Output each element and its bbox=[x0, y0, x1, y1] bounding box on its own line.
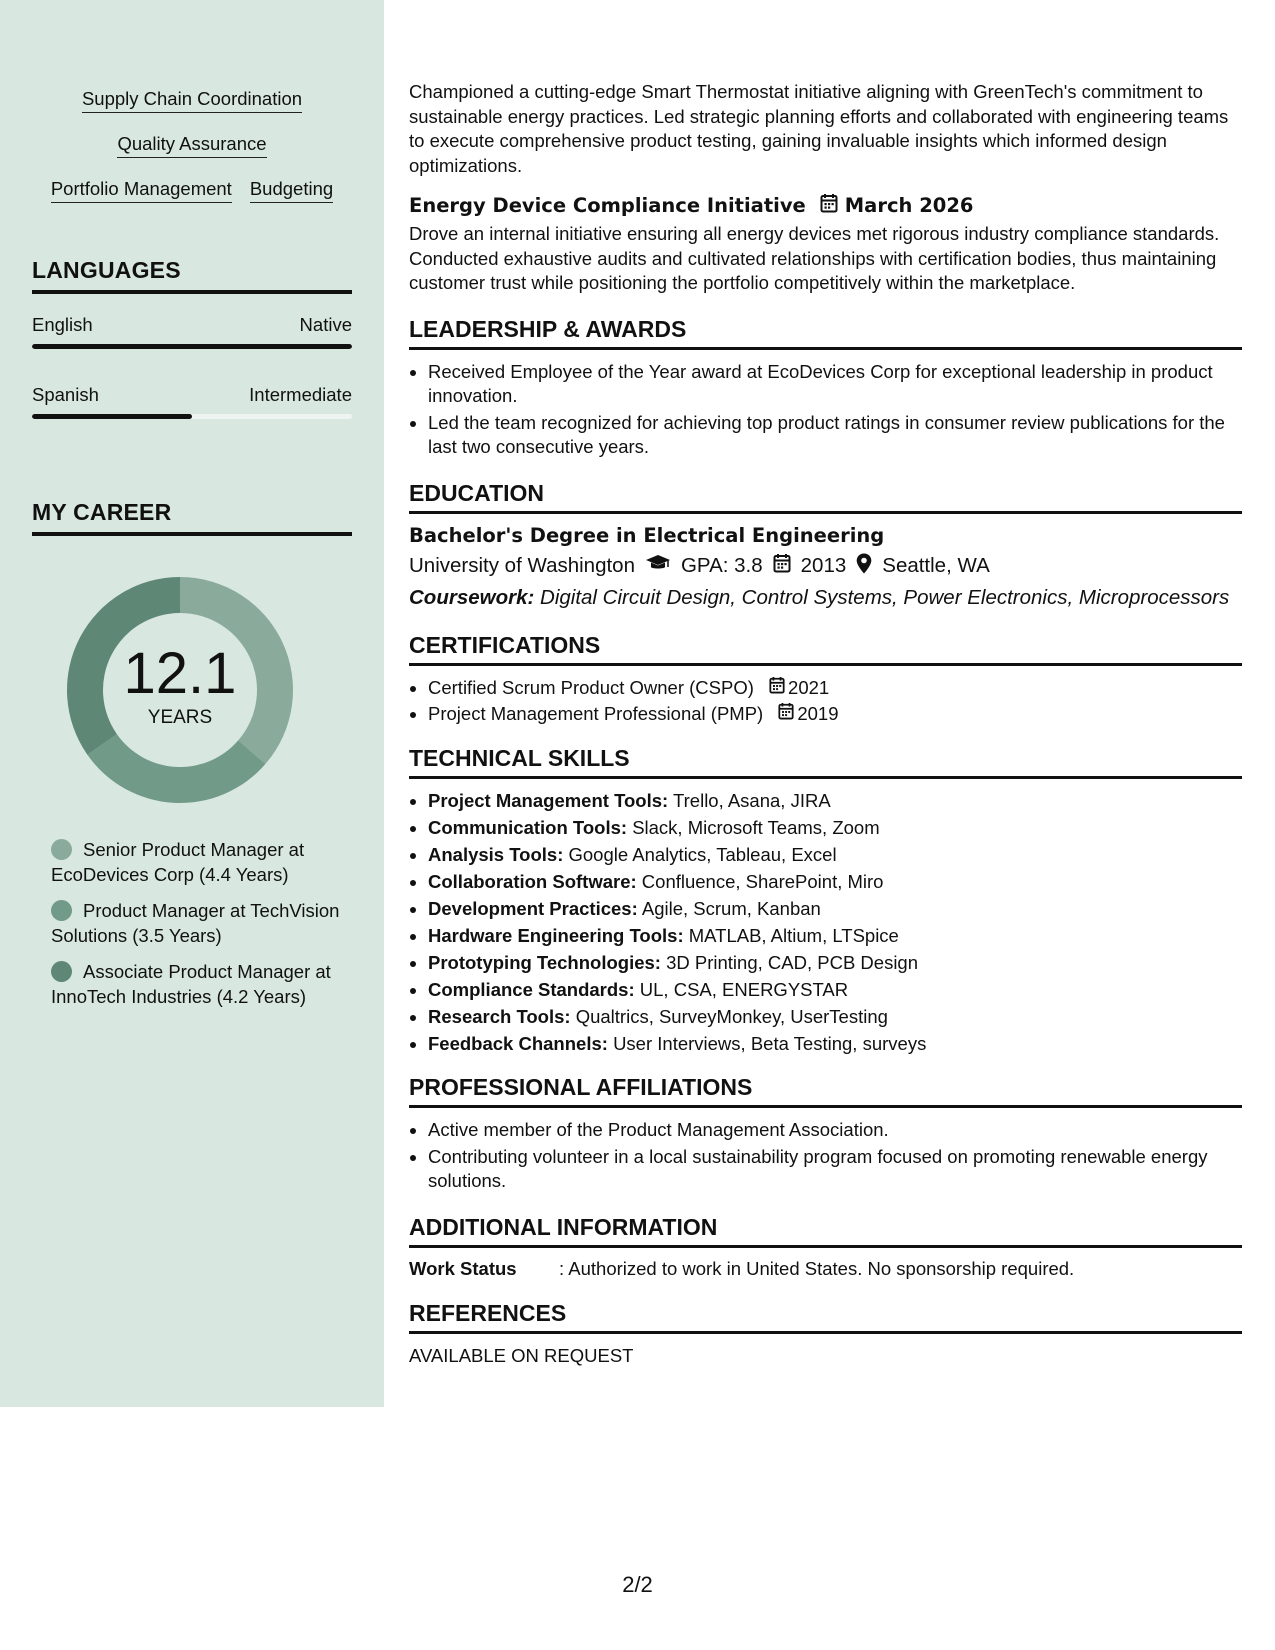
list-item bbox=[428, 843, 1242, 868]
skill-label: Hardware Engineering Tools: bbox=[428, 924, 684, 946]
list-item bbox=[428, 816, 1242, 841]
degree: Bachelor's Degree in Electrical Engineering bbox=[409, 523, 885, 547]
skill-value: Trello, Asana, JIRA bbox=[673, 789, 831, 811]
list-item bbox=[428, 1032, 1242, 1057]
certifications-heading: CERTIFICATIONS bbox=[409, 632, 1242, 666]
cert-year: 2019 bbox=[797, 703, 839, 724]
cert-name: Certified Scrum Product Owner (CSPO) bbox=[428, 676, 754, 698]
affiliations-heading: PROFESSIONAL AFFILIATIONS bbox=[409, 1074, 1242, 1108]
skill-value: Agile, Scrum, Kanban bbox=[641, 897, 821, 919]
skill-tag: Budgeting bbox=[250, 178, 333, 203]
list-item bbox=[428, 924, 1242, 949]
skill-value: UL, CSA, ENERGYSTAR bbox=[639, 978, 849, 1000]
list-item: • Contributing volunteer in a local sustainability program focused on promoting renewable energy solutions. bbox=[428, 1145, 1242, 1194]
main-content bbox=[409, 80, 1242, 1368]
education-meta bbox=[409, 553, 1242, 580]
skill-tag: Quality Assurance bbox=[117, 133, 266, 158]
page-number: 2/2 bbox=[622, 1572, 653, 1597]
gpa: GPA: 3.8 bbox=[680, 554, 763, 577]
cert-date bbox=[769, 676, 829, 701]
skill-value: Slack, Microsoft Teams, Zoom bbox=[632, 816, 880, 838]
list-item bbox=[428, 897, 1242, 922]
skill-label: Prototyping Technologies: bbox=[428, 951, 661, 973]
list-item: • Active member of the Product Management Association. bbox=[428, 1118, 1242, 1143]
career-dot bbox=[51, 839, 72, 860]
skill-value: User Interviews, Beta Testing, surveys bbox=[613, 1032, 927, 1054]
skill-tag: Supply Chain Coordination bbox=[82, 88, 302, 113]
language-name: English bbox=[32, 314, 93, 335]
list-item bbox=[428, 702, 1242, 727]
career-total-unit: YEARS bbox=[147, 707, 213, 728]
affiliations-list bbox=[409, 1118, 1242, 1194]
list-item bbox=[428, 676, 1242, 701]
skill-row bbox=[0, 88, 384, 113]
list-item bbox=[428, 870, 1242, 895]
references-value: AVAILABLE ON REQUEST bbox=[409, 1344, 634, 1366]
calendar-icon bbox=[769, 676, 785, 701]
career-dot bbox=[51, 961, 72, 982]
language-bar bbox=[32, 414, 352, 419]
list-item: • Received Employee of the Year award at EcoDevices Corp for exceptional leadership in product innovation. bbox=[428, 360, 1242, 409]
skill-label: Development Practices: bbox=[428, 897, 638, 919]
school: University of Washington bbox=[409, 554, 635, 577]
list-item bbox=[428, 978, 1242, 1003]
work-status-label: Work Status bbox=[409, 1257, 517, 1279]
education-heading: EDUCATION bbox=[409, 480, 1242, 514]
skill-value: Confluence, SharePoint, Miro bbox=[641, 870, 884, 892]
skill-value: 3D Printing, CAD, PCB Design bbox=[666, 951, 919, 973]
coursework-label: Coursework: bbox=[409, 585, 535, 609]
cert-name: Project Management Professional (PMP) bbox=[428, 703, 764, 724]
skill-label: Project Management Tools: bbox=[428, 789, 669, 811]
career-donut bbox=[65, 575, 295, 805]
references-heading: REFERENCES bbox=[409, 1300, 1242, 1334]
languages-heading: LANGUAGES bbox=[32, 257, 352, 294]
language-row bbox=[32, 384, 352, 406]
list-item bbox=[428, 951, 1242, 976]
project-description: Drove an internal initiative ensuring all energy devices met rigorous industry compliance standards. Conducted exhaustive audits and cultivated relationships with certification bodies, thus maintaining customer trust while positioning the portfolio competitively within the marketplace. bbox=[409, 223, 1220, 293]
career-item-text: Associate Product Manager at InnoTech Industries (4.2 Years) bbox=[51, 961, 331, 1007]
language-level: Native bbox=[299, 314, 352, 335]
language-level: Intermediate bbox=[249, 384, 352, 405]
location: Seattle, WA bbox=[882, 554, 990, 577]
graduation-cap-icon bbox=[645, 554, 671, 578]
language-bar-fill bbox=[32, 344, 352, 349]
map-pin-icon bbox=[856, 553, 872, 580]
language-row bbox=[32, 314, 352, 336]
skill-tag: Portfolio Management bbox=[51, 178, 232, 203]
technical-skills-list bbox=[409, 789, 1242, 1057]
calendar-icon bbox=[778, 702, 794, 727]
career-item bbox=[51, 838, 341, 887]
coursework-text: Digital Circuit Design, Control Systems, Power Electronics, Microprocessors bbox=[540, 585, 1230, 609]
skill-label: Feedback Channels: bbox=[428, 1032, 608, 1054]
skill-label: Analysis Tools: bbox=[428, 843, 564, 865]
skill-value: MATLAB, Altium, LTSpice bbox=[688, 924, 899, 946]
project-date-text: March 2026 bbox=[844, 194, 974, 217]
career-item bbox=[51, 960, 341, 1009]
technical-skills-heading: TECHNICAL SKILLS bbox=[409, 745, 1242, 779]
cert-date bbox=[778, 702, 838, 727]
additional-info-heading: ADDITIONAL INFORMATION bbox=[409, 1214, 1242, 1248]
skill-value: Google Analytics, Tableau, Excel bbox=[568, 843, 837, 865]
language-name: Spanish bbox=[32, 384, 99, 405]
coursework bbox=[409, 586, 1242, 610]
career-list bbox=[51, 838, 341, 1021]
career-heading: MY CAREER bbox=[32, 499, 352, 536]
project-title: Energy Device Compliance Initiative bbox=[409, 194, 806, 217]
graduation-year: 2013 bbox=[800, 554, 847, 577]
list-item: • Led the team recognized for achieving top product ratings in consumer review publications for the last two consecutive years. bbox=[428, 411, 1242, 460]
sidebar bbox=[0, 0, 384, 1407]
donut-center bbox=[65, 575, 295, 805]
project-title-row bbox=[409, 193, 1242, 218]
skill-row bbox=[0, 178, 384, 203]
work-status-value: : Authorized to work in United States. No sponsorship required. bbox=[559, 1257, 1075, 1279]
career-item-text: Product Manager at TechVision Solutions (3.5 Years) bbox=[51, 900, 340, 946]
work-status-row bbox=[409, 1258, 1242, 1280]
skill-value: Qualtrics, SurveyMonkey, UserTesting bbox=[575, 1005, 888, 1027]
career-total: 12.1 bbox=[123, 641, 237, 706]
career-item-text: Senior Product Manager at EcoDevices Corp (4.4 Years) bbox=[51, 839, 305, 885]
leadership-list bbox=[409, 360, 1242, 460]
language-bar-fill bbox=[32, 414, 192, 419]
list-item bbox=[428, 789, 1242, 814]
skill-label: Compliance Standards: bbox=[428, 978, 635, 1000]
list-item bbox=[428, 1005, 1242, 1030]
skill-label: Research Tools: bbox=[428, 1005, 571, 1027]
calendar-icon bbox=[773, 553, 791, 579]
intro-paragraph: Championed a cutting-edge Smart Thermostat initiative aligning with GreenTech's commitment to sustainable energy practices. Led strategic planning efforts and collaborated with engineering teams to execute comprehensive product testing, gaining invaluable insights which informed design optimizations. bbox=[409, 81, 1229, 176]
skill-label: Communication Tools: bbox=[428, 816, 628, 838]
cert-year: 2021 bbox=[788, 676, 830, 698]
language-bar bbox=[32, 344, 352, 349]
project-date bbox=[820, 193, 974, 218]
career-item bbox=[51, 899, 341, 948]
calendar-icon bbox=[820, 193, 838, 218]
career-dot bbox=[51, 900, 72, 921]
certifications-list bbox=[409, 676, 1242, 727]
skill-label: Collaboration Software: bbox=[428, 870, 637, 892]
leadership-heading: LEADERSHIP & AWARDS bbox=[409, 316, 1242, 350]
skill-row bbox=[0, 133, 384, 158]
